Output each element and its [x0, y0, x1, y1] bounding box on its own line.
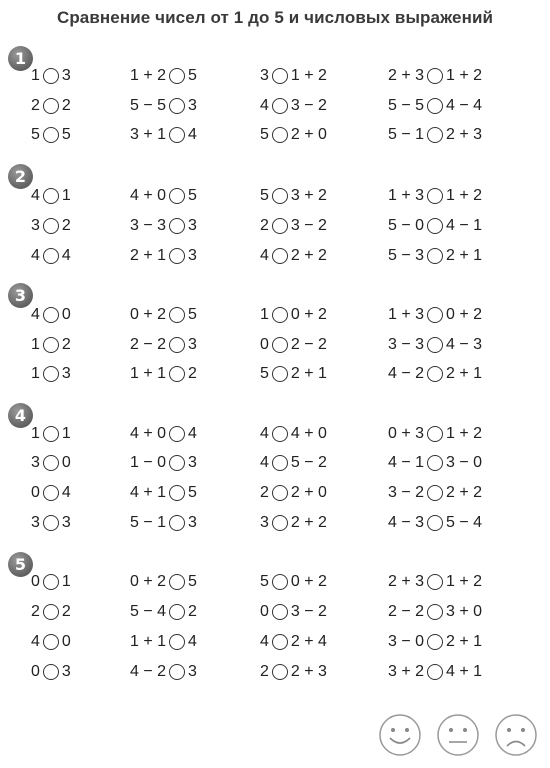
comparison-circle[interactable] [169, 455, 185, 471]
left-expression: 0 [260, 336, 269, 353]
comparison-circle[interactable] [272, 515, 288, 531]
comparison-item [31, 423, 71, 445]
left-expression: 1 + 2 [130, 67, 167, 84]
comparison-item [130, 245, 197, 267]
comparison-circle[interactable] [272, 634, 288, 650]
comparison-item [260, 65, 327, 87]
comparison-item [130, 65, 197, 87]
right-expression: 3 [188, 663, 197, 680]
comparison-item [31, 661, 71, 683]
right-expression: 4 [188, 425, 197, 442]
right-expression: 3 − 0 [446, 454, 483, 471]
comparison-circle[interactable] [43, 127, 59, 143]
right-expression: 1 + 2 [446, 67, 483, 84]
left-expression: 4 [31, 306, 40, 323]
comparison-circle[interactable] [427, 188, 443, 204]
left-expression: 4 [260, 425, 269, 442]
comparison-item [130, 363, 197, 385]
comparison-circle[interactable] [43, 485, 59, 501]
left-expression: 1 [31, 365, 40, 382]
section-number-badge: 5 [8, 552, 33, 577]
comparison-item [388, 363, 482, 385]
comparison-item [388, 571, 482, 593]
left-expression: 2 [31, 97, 40, 114]
left-expression: 2 [260, 663, 269, 680]
comparison-item [31, 65, 71, 87]
right-expression: 1 + 2 [446, 573, 483, 590]
comparison-circle[interactable] [43, 218, 59, 234]
comparison-item [388, 334, 482, 356]
left-expression: 0 + 2 [130, 573, 167, 590]
comparison-item [31, 334, 71, 356]
comparison-item [260, 512, 327, 534]
left-expression: 3 [260, 67, 269, 84]
right-expression: 2 + 1 [446, 633, 483, 650]
left-expression: 0 [31, 663, 40, 680]
right-expression: 2 + 3 [446, 126, 483, 143]
comparison-circle[interactable] [169, 337, 185, 353]
right-expression: 3 − 2 [290, 603, 327, 620]
left-expression: 4 [31, 247, 40, 264]
left-expression: 1 [31, 425, 40, 442]
left-expression: 4 + 1 [130, 484, 167, 501]
comparison-circle[interactable] [43, 664, 59, 680]
comparison-item [388, 95, 482, 117]
right-expression: 0 [61, 633, 71, 650]
comparison-circle[interactable] [427, 426, 443, 442]
comparison-circle[interactable] [43, 98, 59, 114]
comparison-item [388, 512, 482, 534]
comparison-circle[interactable] [43, 515, 59, 531]
right-expression: 3 [188, 514, 197, 531]
left-expression: 2 − 2 [130, 336, 167, 353]
comparison-item [31, 95, 71, 117]
comparison-item [388, 423, 482, 445]
comparison-circle[interactable] [427, 307, 443, 323]
left-expression: 5 [260, 126, 269, 143]
left-expression: 4 − 3 [388, 514, 425, 531]
left-expression: 0 + 3 [388, 425, 425, 442]
left-expression: 1 + 3 [388, 187, 425, 204]
comparison-item [130, 124, 197, 146]
comparison-item [130, 423, 197, 445]
right-expression: 4 − 1 [446, 217, 483, 234]
comparison-circle[interactable] [43, 634, 59, 650]
comparison-circle[interactable] [169, 68, 185, 84]
comparison-item [31, 185, 71, 207]
comparison-item [31, 363, 71, 385]
comparison-circle[interactable] [169, 98, 185, 114]
left-expression: 1 + 1 [130, 365, 167, 382]
comparison-circle[interactable] [272, 218, 288, 234]
comparison-circle[interactable] [272, 485, 288, 501]
comparison-circle[interactable] [43, 68, 59, 84]
left-expression: 1 − 0 [130, 454, 167, 471]
right-expression: 5 [61, 126, 71, 143]
left-expression: 2 − 2 [388, 603, 425, 620]
comparison-item [130, 95, 197, 117]
comparison-circle[interactable] [272, 188, 288, 204]
left-expression: 5 − 0 [388, 217, 425, 234]
left-expression: 5 [31, 126, 40, 143]
left-expression: 3 [31, 514, 40, 531]
comparison-item [31, 571, 71, 593]
comparison-item [260, 601, 327, 623]
comparison-circle[interactable] [43, 307, 59, 323]
right-expression: 2 [188, 365, 197, 382]
right-expression: 3 [61, 365, 71, 382]
comparison-item [31, 245, 71, 267]
comparison-item [260, 452, 327, 474]
right-expression: 3 [188, 97, 197, 114]
comparison-circle[interactable] [169, 574, 185, 590]
left-expression: 3 − 0 [388, 633, 425, 650]
comparison-circle[interactable] [169, 218, 185, 234]
comparison-circle[interactable] [427, 248, 443, 264]
right-expression: 2 + 1 [446, 365, 483, 382]
comparison-circle[interactable] [43, 337, 59, 353]
left-expression: 5 − 1 [130, 514, 167, 531]
comparison-item [31, 304, 71, 326]
comparison-circle[interactable] [272, 574, 288, 590]
comparison-item [260, 95, 327, 117]
right-expression: 0 [61, 454, 71, 471]
right-expression: 4 − 3 [446, 336, 483, 353]
section-number-badge: 1 [8, 46, 33, 71]
comparison-circle[interactable] [43, 248, 59, 264]
comparison-item [130, 185, 197, 207]
left-expression: 3 [260, 514, 269, 531]
left-expression: 2 [260, 217, 269, 234]
right-expression: 2 + 1 [446, 247, 483, 264]
right-expression: 2 [61, 336, 71, 353]
right-expression: 3 [61, 514, 71, 531]
right-expression: 2 [61, 217, 71, 234]
comparison-item [388, 661, 482, 683]
comparison-circle[interactable] [169, 485, 185, 501]
right-expression: 5 [188, 187, 197, 204]
comparison-circle[interactable] [272, 426, 288, 442]
right-expression: 2 + 4 [290, 633, 327, 650]
left-expression: 4 [31, 633, 40, 650]
comparison-item [31, 452, 71, 474]
right-expression: 2 + 1 [290, 365, 327, 382]
comparison-circle[interactable] [169, 634, 185, 650]
comparison-circle[interactable] [272, 455, 288, 471]
left-expression: 4 [260, 633, 269, 650]
left-expression: 0 [31, 484, 40, 501]
comparison-circle[interactable] [169, 248, 185, 264]
comparison-circle[interactable] [427, 68, 443, 84]
comparison-circle[interactable] [43, 366, 59, 382]
comparison-item [260, 482, 327, 504]
comparison-circle[interactable] [169, 188, 185, 204]
right-expression: 3 − 2 [290, 217, 327, 234]
left-expression: 5 [260, 187, 269, 204]
sad-face-icon[interactable] [494, 713, 538, 757]
right-expression: 4 + 1 [446, 663, 483, 680]
section-number-badge: 3 [8, 283, 33, 308]
comparison-circle[interactable] [427, 455, 443, 471]
comparison-item [260, 363, 327, 385]
right-expression: 1 + 2 [290, 67, 327, 84]
right-expression: 5 [188, 67, 197, 84]
left-expression: 4 − 2 [130, 663, 167, 680]
right-expression: 3 + 0 [446, 603, 483, 620]
left-expression: 3 [31, 217, 40, 234]
right-expression: 3 [61, 67, 71, 84]
comparison-circle[interactable] [427, 337, 443, 353]
left-expression: 4 [31, 187, 40, 204]
comparison-circle[interactable] [427, 98, 443, 114]
comparison-circle[interactable] [427, 664, 443, 680]
comparison-item [260, 124, 327, 146]
left-expression: 2 + 1 [130, 247, 167, 264]
left-expression: 3 − 3 [388, 336, 425, 353]
comparison-item [260, 571, 327, 593]
comparison-circle[interactable] [427, 515, 443, 531]
comparison-item [388, 631, 482, 653]
comparison-item [388, 245, 482, 267]
right-expression: 1 + 2 [446, 425, 483, 442]
comparison-item [388, 304, 482, 326]
right-expression: 4 [188, 633, 197, 650]
right-expression: 3 [188, 217, 197, 234]
right-expression: 1 [61, 425, 71, 442]
left-expression: 5 − 5 [388, 97, 425, 114]
left-expression: 5 [260, 573, 269, 590]
left-expression: 3 + 2 [388, 663, 425, 680]
comparison-item [130, 452, 197, 474]
comparison-circle[interactable] [272, 337, 288, 353]
right-expression: 2 + 2 [290, 247, 327, 264]
left-expression: 0 + 2 [130, 306, 167, 323]
right-expression: 4 [61, 484, 71, 501]
comparison-circle[interactable] [427, 218, 443, 234]
comparison-item [130, 482, 197, 504]
comparison-item [130, 571, 197, 593]
comparison-item [130, 601, 197, 623]
right-expression: 2 + 0 [290, 126, 327, 143]
comparison-circle[interactable] [272, 604, 288, 620]
comparison-item [130, 334, 197, 356]
comparison-item [130, 512, 197, 534]
left-expression: 3 − 3 [130, 217, 167, 234]
right-expression: 5 − 4 [446, 514, 483, 531]
comparison-item [130, 304, 197, 326]
left-expression: 5 − 4 [130, 603, 167, 620]
right-expression: 3 [188, 247, 197, 264]
comparison-item [388, 65, 482, 87]
left-expression: 5 − 3 [388, 247, 425, 264]
comparison-item [260, 423, 327, 445]
right-expression: 2 + 0 [290, 484, 327, 501]
left-expression: 1 [31, 67, 40, 84]
left-expression: 0 [260, 603, 269, 620]
comparison-circle[interactable] [169, 307, 185, 323]
right-expression: 3 [61, 663, 71, 680]
right-expression: 2 + 2 [290, 514, 327, 531]
comparison-item [31, 124, 71, 146]
page-title: Сравнение чисел от 1 до 5 и числовых выражений [56, 8, 494, 27]
comparison-circle[interactable] [272, 98, 288, 114]
left-expression: 2 [260, 484, 269, 501]
right-expression: 3 − 2 [290, 97, 327, 114]
right-expression: 2 + 3 [290, 663, 327, 680]
left-expression: 4 + 0 [130, 187, 167, 204]
comparison-circle[interactable] [272, 664, 288, 680]
comparison-item [260, 185, 327, 207]
comparison-item [260, 631, 327, 653]
neutral-face-icon[interactable] [436, 713, 480, 757]
comparison-circle[interactable] [169, 366, 185, 382]
left-expression: 3 − 2 [388, 484, 425, 501]
section-number-badge: 4 [8, 403, 33, 428]
comparison-item [31, 631, 71, 653]
comparison-item [130, 631, 197, 653]
right-expression: 0 + 2 [290, 306, 327, 323]
left-expression: 4 [260, 454, 269, 471]
comparison-circle[interactable] [427, 604, 443, 620]
left-expression: 1 + 3 [388, 306, 425, 323]
section-number-badge: 2 [8, 164, 33, 189]
comparison-circle[interactable] [169, 426, 185, 442]
comparison-circle[interactable] [43, 426, 59, 442]
comparison-item [130, 661, 197, 683]
left-expression: 2 + 3 [388, 573, 425, 590]
right-expression: 5 [188, 306, 197, 323]
comparison-circle[interactable] [43, 574, 59, 590]
comparison-item [260, 245, 327, 267]
right-expression: 2 [188, 603, 197, 620]
happy-face-icon[interactable] [378, 713, 422, 757]
right-expression: 3 + 2 [290, 187, 327, 204]
comparison-item [388, 452, 482, 474]
comparison-circle[interactable] [272, 366, 288, 382]
right-expression: 4 − 4 [446, 97, 483, 114]
comparison-circle[interactable] [272, 307, 288, 323]
right-expression: 2 − 2 [290, 336, 327, 353]
comparison-item [130, 215, 197, 237]
left-expression: 1 [31, 336, 40, 353]
left-expression: 5 − 5 [130, 97, 167, 114]
comparison-item [388, 601, 482, 623]
comparison-item [260, 215, 327, 237]
left-expression: 4 + 0 [130, 425, 167, 442]
comparison-item [388, 482, 482, 504]
comparison-circle[interactable] [427, 634, 443, 650]
right-expression: 5 − 2 [290, 454, 327, 471]
left-expression: 2 + 3 [388, 67, 425, 84]
right-expression: 3 [188, 454, 197, 471]
right-expression: 3 [188, 336, 197, 353]
comparison-item [388, 215, 482, 237]
comparison-circle[interactable] [272, 248, 288, 264]
right-expression: 2 [61, 97, 71, 114]
comparison-circle[interactable] [169, 515, 185, 531]
right-expression: 1 [61, 573, 71, 590]
left-expression: 1 + 1 [130, 633, 167, 650]
right-expression: 0 + 2 [290, 573, 327, 590]
left-expression: 1 [260, 306, 269, 323]
comparison-circle[interactable] [169, 604, 185, 620]
comparison-circle[interactable] [169, 127, 185, 143]
comparison-item [31, 601, 71, 623]
comparison-item [260, 661, 327, 683]
left-expression: 4 [260, 247, 269, 264]
right-expression: 2 [61, 603, 71, 620]
left-expression: 0 [31, 573, 40, 590]
comparison-item [31, 482, 71, 504]
comparison-item [388, 185, 482, 207]
comparison-item [31, 512, 71, 534]
left-expression: 5 [260, 365, 269, 382]
comparison-circle[interactable] [169, 664, 185, 680]
right-expression: 4 + 0 [290, 425, 327, 442]
comparison-item [388, 124, 482, 146]
right-expression: 1 + 2 [446, 187, 483, 204]
right-expression: 1 [61, 187, 71, 204]
self-assessment-faces [378, 713, 538, 763]
right-expression: 5 [188, 573, 197, 590]
right-expression: 4 [61, 247, 71, 264]
left-expression: 4 − 2 [388, 365, 425, 382]
right-expression: 0 [61, 306, 71, 323]
comparison-circle[interactable] [427, 574, 443, 590]
comparison-item [260, 334, 327, 356]
right-expression: 5 [188, 484, 197, 501]
comparison-circle[interactable] [43, 455, 59, 471]
left-expression: 5 − 1 [388, 126, 425, 143]
comparison-item [260, 304, 327, 326]
comparison-circle[interactable] [427, 127, 443, 143]
left-expression: 4 [260, 97, 269, 114]
left-expression: 4 − 1 [388, 454, 425, 471]
comparison-circle[interactable] [272, 68, 288, 84]
comparison-item [31, 215, 71, 237]
left-expression: 3 + 1 [130, 126, 167, 143]
comparison-circle[interactable] [427, 485, 443, 501]
comparison-circle[interactable] [427, 366, 443, 382]
comparison-circle[interactable] [43, 188, 59, 204]
left-expression: 3 [31, 454, 40, 471]
comparison-circle[interactable] [272, 127, 288, 143]
right-expression: 4 [188, 126, 197, 143]
comparison-circle[interactable] [43, 604, 59, 620]
right-expression: 2 + 2 [446, 484, 483, 501]
left-expression: 2 [31, 603, 40, 620]
right-expression: 0 + 2 [446, 306, 483, 323]
